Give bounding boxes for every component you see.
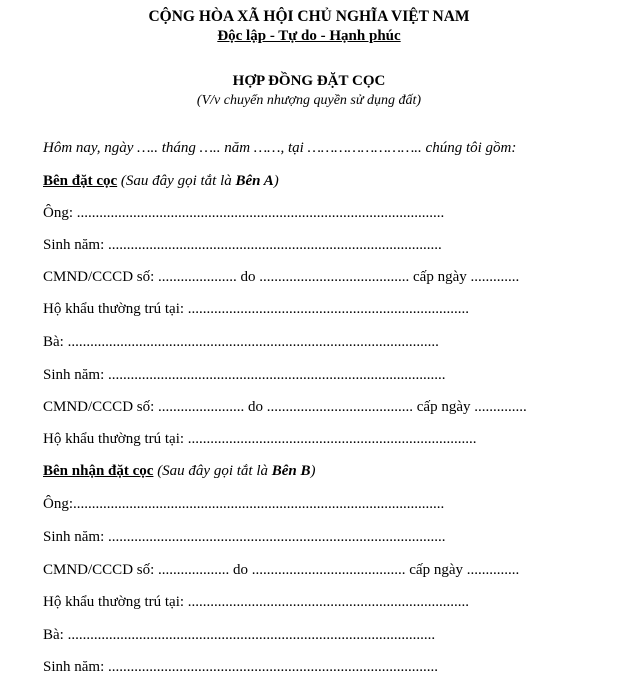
party-b-heading: Bên nhận đặt cọc xyxy=(43,463,154,479)
party-b-note-name: Bên B xyxy=(271,463,311,479)
party-b-note-suffix: ) xyxy=(310,463,316,479)
party-a-birth-year-1: Sinh năm: ......................................................................................... xyxy=(43,237,442,253)
party-a-id-line-1: CMND/CCCD số: ..................... do ........................................ cấp ngày ............. xyxy=(43,269,520,285)
party-a-note-prefix: (Sau đây gọi tắt là xyxy=(117,173,236,189)
document-subtitle: (V/v chuyển nhượng quyền sử dụng đất) xyxy=(196,93,422,108)
party-b-birth-year-2: Sinh năm: ........................................................................................ xyxy=(43,659,439,675)
party-a-heading-line xyxy=(43,173,279,190)
intro-line: Hôm nay, ngày ….. tháng ….. năm ……, tại …………………….. chúng tôi gồm: xyxy=(43,140,517,156)
party-b-residence-1: Hộ khẩu thường trú tại: ........................................................................... xyxy=(43,594,470,610)
party-b-ong-line: Ông:................................................................................................... xyxy=(43,496,445,512)
party-b-note-prefix: (Sau đây gọi tắt là xyxy=(153,463,272,479)
motto xyxy=(0,28,618,45)
party-a-residence-1: Hộ khẩu thường trú tại: ........................................................................... xyxy=(43,301,470,317)
party-b-heading-line xyxy=(43,463,316,480)
party-b-birth-year-1: Sinh năm: .......................................................................................... xyxy=(43,529,446,545)
party-a-birth-year-2: Sinh năm: .......................................................................................... xyxy=(43,367,446,383)
party-a-ong-line: Ông: .................................................................................................. xyxy=(43,205,445,221)
party-a-residence-2: Hộ khẩu thường trú tại: ............................................................................. xyxy=(43,431,477,447)
nation-header: CỘNG HÒA XÃ HỘI CHỦ NGHĨA VIỆT NAM xyxy=(148,8,470,25)
document-title: HỢP ĐỒNG ĐẶT CỌC xyxy=(232,73,386,89)
party-b-ba-line: Bà: .................................................................................................. xyxy=(43,627,436,643)
party-a-id-line-2: CMND/CCCD số: ....................... do ....................................... cấp ngày .............. xyxy=(43,399,527,415)
party-b-id-line-1: CMND/CCCD số: ................... do ......................................... cấp ngày .............. xyxy=(43,562,520,578)
motto-text: Độc lập - Tự do - Hạnh phúc xyxy=(217,28,401,44)
party-a-note-suffix: ) xyxy=(273,173,279,189)
party-a-ba-line: Bà: ................................................................................................... xyxy=(43,334,439,350)
party-a-heading: Bên đặt cọc xyxy=(43,173,118,189)
party-a-note-name: Bên A xyxy=(235,173,274,189)
